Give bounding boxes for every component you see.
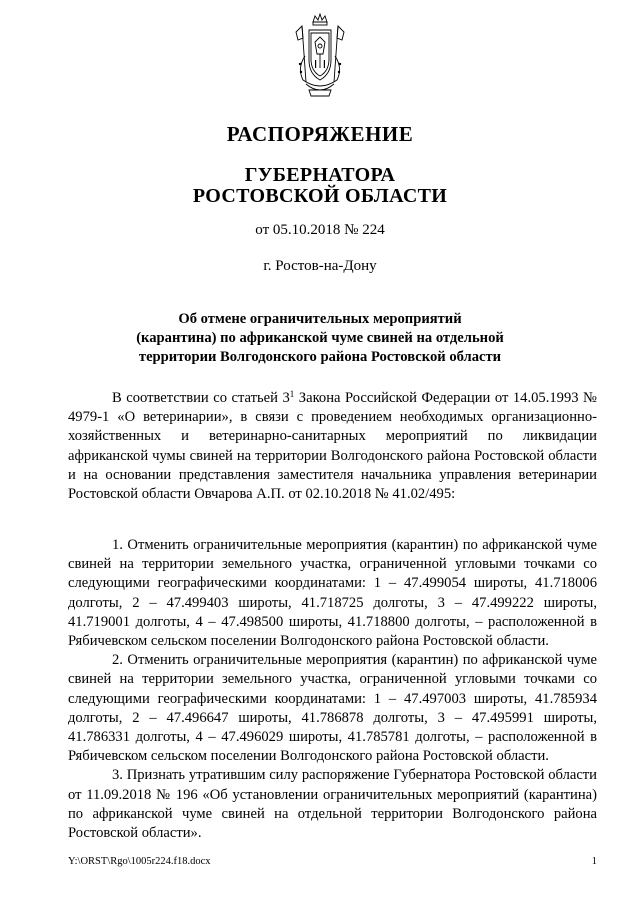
page-number: 1 (591, 856, 597, 867)
file-path: Y:\ORST\Rgo\1005r224.f18.docx (68, 856, 211, 867)
subject-line-3: территории Волгодонского района Ростовской области (138, 349, 502, 365)
preamble-superscript: 1 (289, 389, 295, 399)
order-item-3: 3. Признать утратившим силу распоряжение Губернатора Ростовской области от 11.09.2018 № 196 «Об установлении ограничительных мероприятий (карантина) по африканской чуме свиней на отдельной территории Волгодонского района Ростовской области». (68, 767, 597, 842)
order-items (68, 536, 597, 843)
preamble-start: В соответствии со статьей 3 (112, 390, 290, 406)
issuer-line-1: ГУБЕРНАТОРА (244, 164, 396, 186)
subject-line-1: Об отмене ограничительных мероприятий (178, 311, 462, 327)
document-city: г. Ростов-на-Дону (263, 258, 377, 274)
document-subject (0, 310, 640, 367)
preamble-rest: Закона Российской Федерации от 14.05.1993 № 4979-1 «О ветеринарии», в связи с проведением необходимых организационно-хозяйственных и ветеринарно-санитарных мероприятий по ликвидации африканской чумы свиней на территории Волгодонского района Ростовской области и на основании представления заместителя начальника управления ветеринарии Ростовской области Овчарова А.П. от 02.10.2018 № 41.02/495: (68, 390, 597, 503)
page-footer (68, 856, 597, 867)
subject-line-2: (карантина) по африканской чуме свиней на отдельной (136, 330, 504, 346)
preamble-paragraph (68, 389, 597, 504)
order-item-2: 2. Отменить ограничительные мероприятия (карантин) по африканской чуме свиней на территории земельного участка, ограниченной угловыми точками со следующими географическими координатами: 1 – 47.497003 широты, 41.785934 долготы, 2 – 47.496647 широты, 41.786878 долготы, 3 – 47.495991 широты, 41.786331 долготы, 4 – 47.496029 широты, 41.785781 долготы, – расположенной в Рябичевском сельском поселении Волгодонского района Ростовской области. (68, 652, 597, 765)
order-item-1: 1. Отменить ограничительные мероприятия (карантин) по африканской чуме свиней на территории земельного участка, ограниченной угловыми точками со следующими географическими координатами: 1 – 47.499054 широты, 41.718006 долготы, 2 – 47.499403 широты, 41.718725 долготы, 3 – 47.499222 широты, 41.719001 долготы, 4 – 47.498500 широты, 41.718800 долготы, – расположенной в Рябичевском сельском поселении Волгодонского района Ростовской области. (68, 537, 597, 650)
issuer-line-2: РОСТОВСКОЙ ОБЛАСТИ (192, 185, 448, 207)
coat-of-arms-icon (293, 12, 347, 100)
document-date-number: от 05.10.2018 № 224 (255, 222, 385, 238)
document-title: РАСПОРЯЖЕНИЕ (226, 122, 414, 146)
